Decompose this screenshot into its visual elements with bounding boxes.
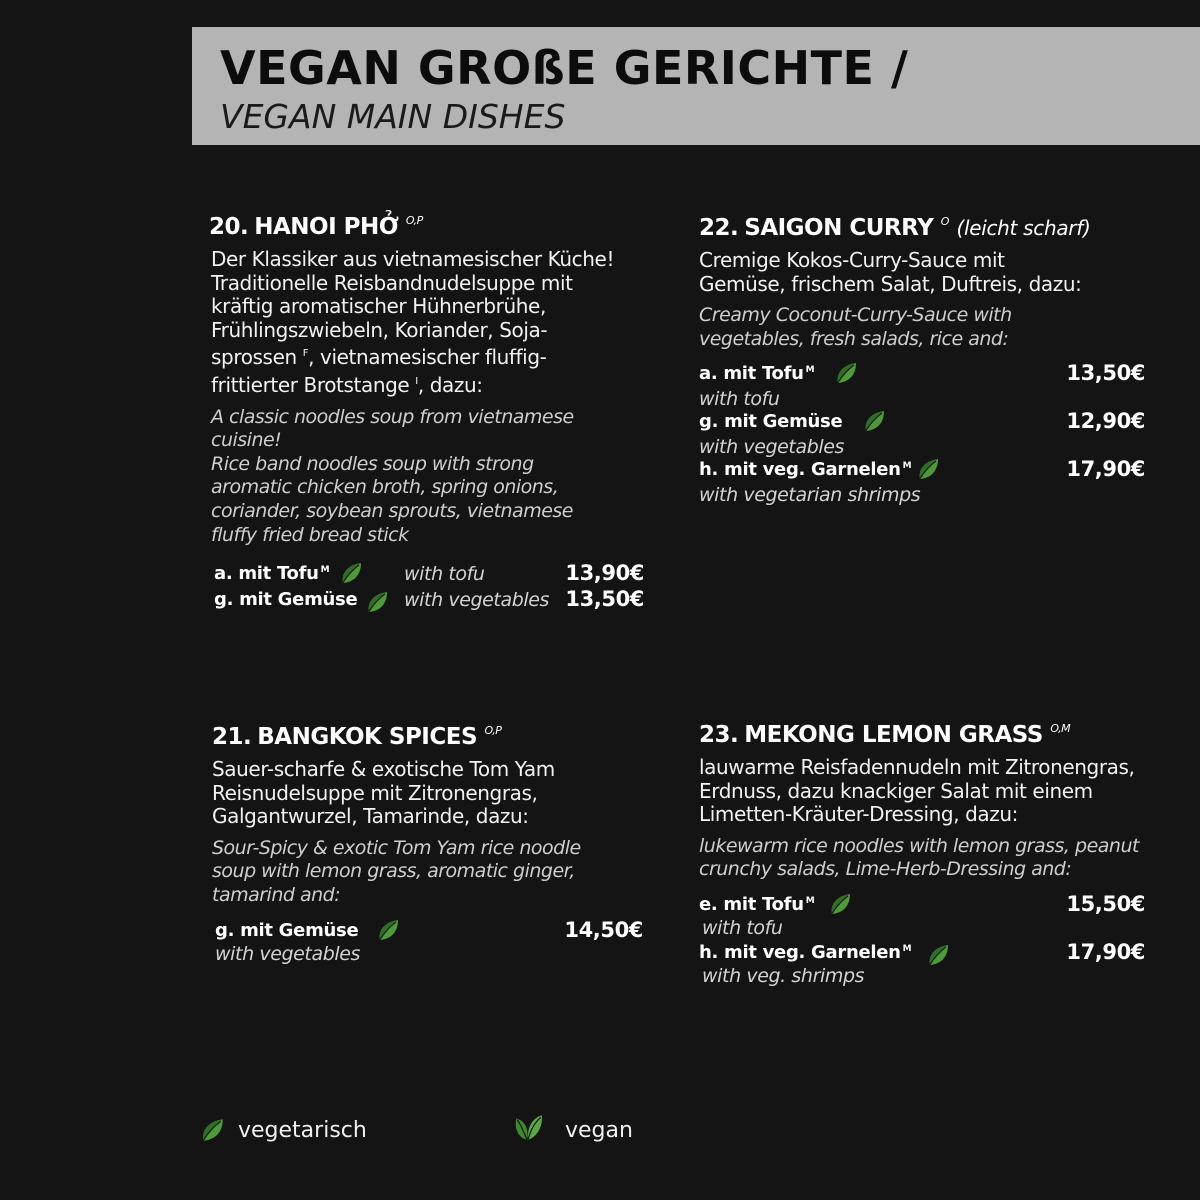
desc-text: , vietnamesischer fluffig- [308,345,547,370]
dish-title [212,724,648,750]
desc-text: , dazu: [417,372,483,397]
options-list [214,563,644,615]
desc-line: fluffy fried bread stick [211,523,409,546]
option-en: with veg. shrimps [702,964,865,987]
option-name [699,459,911,480]
option-price: 15,50€ [1066,891,1145,916]
desc-line: Galgantwurzel, Tamarinde, dazu: [212,804,529,829]
leaf-icon [364,589,390,615]
option-label: g. mit Gemüse [214,589,358,611]
dish-name: HANOI PHỞ [254,214,399,240]
desc-line: Sour-Spicy & exotic Tom Yam rice noodle [212,836,581,859]
option-price: 13,90€ [565,561,644,586]
description-en [212,837,648,908]
option-block [699,891,1145,940]
desc-line: Reisnudelsuppe mit Zitronengras, [212,780,538,805]
desc-line: lauwarme Reisfadennudeln mit Zitronengras, [699,755,1135,779]
header-banner [192,27,1200,145]
option-label: g. mit Gemüse [699,411,843,433]
option-en: with vegetables [215,942,361,965]
page-title: VEGAN GROßE GERICHTE / [220,41,909,95]
desc-line: coriander, soybean sprouts, vietnamese [211,499,573,522]
option-label: a. mit Tofu [699,363,804,385]
option-name [214,589,357,610]
dish-name: SAIGON CURRY [744,215,934,241]
desc-line: A classic noodles soup from vietnamese [211,405,574,428]
spicy-note: (leicht scharf) [956,216,1091,240]
leaf-icon [338,560,364,586]
option-price: 17,90€ [1066,939,1145,964]
leaf-icon [861,408,887,434]
desc-line: Erdnuss, dazu knackiger Salat mit einem [699,778,1093,803]
option-name [699,894,814,915]
options-list [215,917,643,966]
description-en [699,835,1145,882]
page-subtitle: VEGAN MAIN DISHES [220,97,566,136]
description-de [699,249,1145,296]
option-price: 17,90€ [1066,457,1145,482]
option-name [215,920,358,941]
dish-number: 22. [699,215,739,241]
dish-title [209,214,649,240]
legend-vegetarian [198,1112,398,1152]
option-name [214,563,329,584]
leaf-icon [833,360,859,386]
dish-23 [699,722,1145,988]
option-en: with vegetables [404,589,550,612]
double-leaf-icon [512,1112,544,1144]
options-list [699,891,1145,988]
desc-line [211,342,649,370]
desc-line: Der Klassiker aus vietnamesischer Küche! [211,247,615,271]
dish-number: 23. [699,722,739,748]
desc-line: Rice band noodles soup with strong [211,452,534,475]
desc-line: kräftig aromatischer Hühnerbrühe, [211,294,546,319]
option-label: e. mit Tofu [699,893,804,915]
desc-text: sprossen [211,345,297,370]
legend-vegan [512,1112,672,1152]
option-row [214,563,644,589]
dish-number: 21. [212,724,252,750]
option-en: with tofu [699,388,780,411]
leaf-icon [827,891,853,917]
option-name [699,942,911,963]
option-block [215,917,643,966]
allergen-code: M [902,943,912,954]
dish-22 [699,215,1145,507]
description-en [699,304,1145,351]
dish-name: BANGKOK SPICES [257,724,478,750]
option-name [699,411,842,432]
leaf-icon [915,456,941,482]
allergen-codes: O,M [1050,722,1071,735]
dish-number: 20. [209,214,249,240]
dish-title [699,722,1145,748]
desc-line: Sauer-scharfe & exotische Tom Yam [212,757,555,781]
option-price: 12,90€ [1066,409,1145,434]
description-de [211,248,649,398]
leaf-icon [375,917,401,943]
legend-label: vegetarisch [238,1118,367,1143]
description-de [699,756,1145,827]
option-block [699,939,1145,988]
desc-line: tamarind and: [212,883,341,906]
option-price: 14,50€ [564,917,643,942]
desc-text: frittierter Brotstange [211,372,410,397]
description-en [211,406,649,548]
allergen-codes: O,P [405,214,423,227]
dish-21 [212,724,648,966]
desc-line: Creamy Coconut-Curry-Sauce with [699,304,1012,327]
leaf-icon [198,1115,226,1145]
option-en: with vegetables [699,436,845,459]
desc-line: Cremige Kokos-Curry-Sauce mit [699,248,1005,272]
desc-line: Traditionelle Reisbandnudelsuppe mit [211,270,573,295]
desc-line: Frühlingszwiebeln, Koriander, Soja- [211,317,548,342]
allergen-codes: O [940,215,949,228]
allergen-code: M [320,565,330,576]
option-block [699,411,1145,459]
allergen-code: I [415,375,418,387]
desc-line: Limetten-Kräuter-Dressing, dazu: [699,802,1018,827]
option-row [214,589,644,615]
option-price: 13,50€ [1066,361,1145,386]
desc-line: lukewarm rice noodles with lemon grass, peanut [699,834,1139,857]
desc-line: aromatic chicken broth, spring onions, [211,476,559,499]
option-label: a. mit Tofu [214,563,319,585]
legend-label: vegan [565,1118,633,1143]
description-de [212,758,648,829]
option-en: with tofu [404,563,485,586]
option-price: 13,50€ [565,587,644,612]
dish-20 [209,214,649,615]
option-name [699,363,814,384]
options-list [699,363,1145,507]
allergen-code: F [302,348,309,360]
option-en: with vegetarian shrimps [699,484,921,507]
desc-line: Gemüse, frischem Salat, Duftreis, dazu: [699,271,1082,296]
desc-line: soup with lemon grass, aromatic ginger, [212,860,575,883]
desc-line: crunchy salads, Lime-Herb-Dressing and: [699,858,1072,881]
allergen-code: M [902,461,912,472]
option-en: with tofu [702,916,783,939]
dish-name: MEKONG LEMON GRASS [744,722,1043,748]
allergen-codes: O,P [484,724,502,737]
option-label: h. mit veg. Garnelen [699,459,901,481]
option-block [699,363,1145,411]
desc-line: vegetables, fresh salads, rice and: [699,327,1009,350]
allergen-code: M [805,895,815,906]
dish-title [699,215,1145,241]
option-label: g. mit Gemüse [215,919,359,941]
leaf-icon [925,942,951,968]
allergen-code: M [805,365,815,376]
desc-line: cuisine! [211,429,282,452]
desc-line [211,370,649,398]
option-label: h. mit veg. Garnelen [699,941,901,963]
option-block [699,459,1145,507]
